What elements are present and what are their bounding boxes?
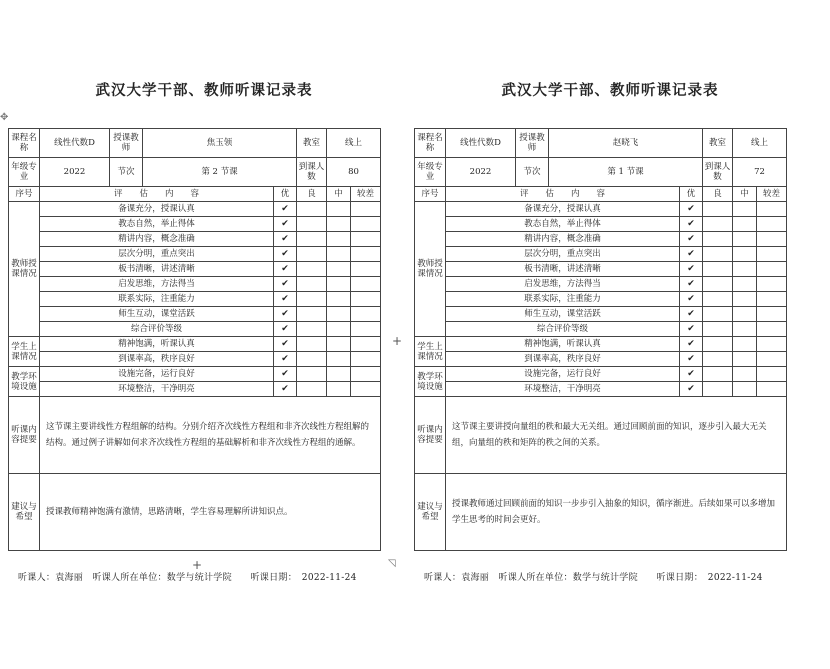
check-mark-icon: ✔ — [680, 202, 703, 217]
check-mark-icon: ✔ — [274, 277, 297, 292]
period-label: 节次 — [110, 158, 143, 187]
check-mark-icon: ✔ — [274, 292, 297, 307]
criterion-item: 启发思维，方法得当 — [446, 277, 680, 292]
check-mark-icon: ✔ — [680, 292, 703, 307]
seq-header: 序号 — [415, 187, 446, 202]
check-mark-icon: ✔ — [274, 367, 297, 382]
criterion-item: 精讲内容，概念准确 — [40, 232, 274, 247]
level-excellent-header: 优 — [680, 187, 703, 202]
table-add-column-handle[interactable]: + — [392, 334, 403, 348]
check-mark-icon: ✔ — [680, 307, 703, 322]
record-form-left — [8, 80, 403, 583]
section-suggestion-label: 建议与希望 — [415, 474, 446, 551]
criterion-item: 联系实际，注重能力 — [446, 292, 680, 307]
seq-header: 序号 — [9, 187, 40, 202]
criterion-item: 层次分明，重点突出 — [40, 247, 274, 262]
course-name-value: 线性代数D — [446, 129, 516, 158]
level-poor-header: 较差 — [757, 187, 787, 202]
check-mark-icon: ✔ — [274, 202, 297, 217]
grade-value: 2022 — [40, 158, 110, 187]
criterion-item: 精神饱满，听课认真 — [40, 337, 274, 352]
criterion-item: 到课率高，秩序良好 — [446, 352, 680, 367]
criterion-item: 备课充分，授课认真 — [446, 202, 680, 217]
attendance-value: 72 — [733, 158, 787, 187]
check-mark-icon: ✔ — [274, 352, 297, 367]
criterion-item: 备课充分，授课认真 — [40, 202, 274, 217]
section-student-label: 学生上课情况 — [9, 337, 40, 367]
criterion-item: 环境整洁，干净明亮 — [446, 382, 680, 397]
grade-label: 年级专业 — [9, 158, 40, 187]
evaluation-table — [8, 128, 381, 551]
check-mark-icon: ✔ — [274, 262, 297, 277]
section-environment-label: 教学环境设施 — [415, 367, 446, 397]
criterion-item: 设施完备，运行良好 — [446, 367, 680, 382]
section-environment-label: 教学环境设施 — [9, 367, 40, 397]
level-medium-header: 中 — [733, 187, 757, 202]
classroom-value: 线上 — [327, 129, 381, 158]
criterion-item: 板书清晰，讲述清晰 — [40, 262, 274, 277]
criterion-item: 启发思维，方法得当 — [40, 277, 274, 292]
criterion-item: 教态自然，举止得体 — [446, 217, 680, 232]
criterion-item: 环境整洁，干净明亮 — [40, 382, 274, 397]
criterion-item: 师生互动，课堂活跃 — [40, 307, 274, 322]
criterion-item: 精神饱满，听课认真 — [446, 337, 680, 352]
classroom-label: 教室 — [297, 129, 327, 158]
content-summary-text: 这节课主要讲授向量组的秩和最大无关组。通过回顾前面的知识，逐步引入最大无关组，向量组的秩和矩阵的秩之间的关系。 — [446, 397, 787, 474]
course-name-value: 线性代数D — [40, 129, 110, 158]
check-mark-icon: ✔ — [680, 277, 703, 292]
check-mark-icon: ✔ — [680, 352, 703, 367]
level-good-header: 良 — [703, 187, 733, 202]
table-add-row-handle[interactable]: + — [192, 558, 203, 572]
period-label: 节次 — [516, 158, 549, 187]
check-mark-icon: ✔ — [680, 382, 703, 397]
overall-rating-label: 综合评价等级 — [40, 322, 274, 337]
check-mark-icon: ✔ — [680, 232, 703, 247]
check-mark-icon: ✔ — [274, 382, 297, 397]
section-teaching-label: 教师授课情况 — [415, 202, 446, 337]
period-value: 第 2 节课 — [143, 158, 297, 187]
criterion-item: 联系实际，注重能力 — [40, 292, 274, 307]
check-mark-icon: ✔ — [274, 322, 297, 337]
criterion-item: 层次分明，重点突出 — [446, 247, 680, 262]
teacher-value: 焦玉领 — [143, 129, 297, 158]
criterion-item: 板书清晰，讲述清晰 — [446, 262, 680, 277]
table-move-handle-icon[interactable]: ✥ — [0, 112, 9, 123]
check-mark-icon: ✔ — [274, 217, 297, 232]
suggestion-text: 授课教师通过回顾前面的知识一步步引入抽象的知识，循序渐进。后续如果可以多增加学生思考的时间会更好。 — [446, 474, 787, 551]
criterion-item: 师生互动，课堂活跃 — [446, 307, 680, 322]
criterion-item: 设施完备，运行良好 — [40, 367, 274, 382]
check-mark-icon: ✔ — [274, 337, 297, 352]
check-mark-icon: ✔ — [274, 247, 297, 262]
criteria-header: 评 估 内 容 — [446, 187, 680, 202]
section-content-label: 听课内容提要 — [9, 397, 40, 474]
section-teaching-label: 教师授课情况 — [9, 202, 40, 337]
check-mark-icon: ✔ — [680, 247, 703, 262]
teacher-label: 授课教师 — [516, 129, 549, 158]
section-suggestion-label: 建议与希望 — [9, 474, 40, 551]
grade-value: 2022 — [446, 158, 516, 187]
form-title: 武汉大学干部、教师听课记录表 — [95, 82, 313, 99]
grade-label: 年级专业 — [415, 158, 446, 187]
course-name-label: 课程名称 — [415, 129, 446, 158]
classroom-value: 线上 — [733, 129, 787, 158]
check-mark-icon: ✔ — [274, 307, 297, 322]
criterion-item: 教态自然，举止得体 — [40, 217, 274, 232]
section-content-label: 听课内容提要 — [415, 397, 446, 474]
attendance-value: 80 — [327, 158, 381, 187]
overall-rating-label: 综合评价等级 — [446, 322, 680, 337]
table-resize-handle-icon[interactable]: ◹ — [388, 558, 396, 569]
check-mark-icon: ✔ — [680, 322, 703, 337]
criterion-item: 到课率高，秩序良好 — [40, 352, 274, 367]
level-poor-header: 较差 — [351, 187, 381, 202]
level-medium-header: 中 — [327, 187, 351, 202]
level-excellent-header: 优 — [274, 187, 297, 202]
criteria-header: 评 估 内 容 — [40, 187, 274, 202]
classroom-label: 教室 — [703, 129, 733, 158]
suggestion-text: 授课教师精神饱满有激情，思路清晰，学生容易理解所讲知识点。 — [40, 474, 381, 551]
period-value: 第 1 节课 — [549, 158, 703, 187]
check-mark-icon: ✔ — [680, 262, 703, 277]
section-student-label: 学生上课情况 — [415, 337, 446, 367]
form-title: 武汉大学干部、教师听课记录表 — [501, 82, 719, 99]
teacher-label: 授课教师 — [110, 129, 143, 158]
content-summary-text: 这节课主要讲线性方程组解的结构。分别介绍齐次线性方程组和非齐次线性方程组解的结构。通过例子讲解如何求齐次线性方程组的基础解析和非齐次线性方程组的通解。 — [40, 397, 381, 474]
evaluation-table — [414, 128, 787, 551]
teacher-value: 赵晓飞 — [549, 129, 703, 158]
check-mark-icon: ✔ — [680, 337, 703, 352]
record-form-right — [414, 80, 806, 583]
signature-line: 听课人：袁海丽 听课人所在单位：数学与统计学院 听课日期： 2022-11-24 — [18, 573, 357, 583]
course-name-label: 课程名称 — [9, 129, 40, 158]
criterion-item: 精讲内容，概念准确 — [446, 232, 680, 247]
attendance-label: 到课人数 — [297, 158, 327, 187]
signature-line: 听课人：袁海丽 听课人所在单位：数学与统计学院 听课日期： 2022-11-24 — [424, 573, 763, 583]
level-good-header: 良 — [297, 187, 327, 202]
check-mark-icon: ✔ — [274, 232, 297, 247]
check-mark-icon: ✔ — [680, 367, 703, 382]
attendance-label: 到课人数 — [703, 158, 733, 187]
check-mark-icon: ✔ — [680, 217, 703, 232]
